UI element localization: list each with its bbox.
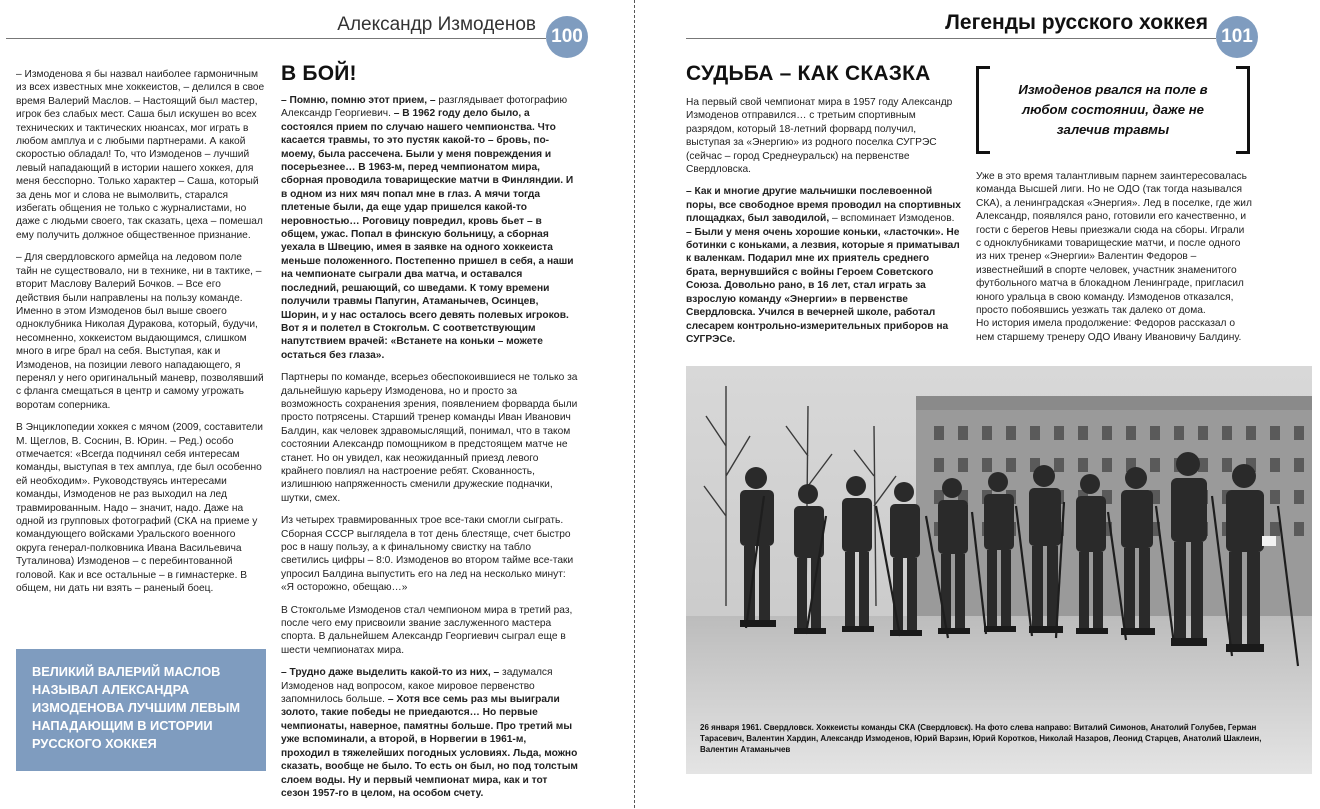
paragraph	[686, 185, 962, 346]
paragraph	[281, 94, 578, 362]
quote-body: – Были у меня очень хорошие коньки, «ласточки». Не ботинки с коньками, а лезвия, которые я приматывал к валенкам. Подарил мне их приятель среднего брата, вернувшийся с войны Героем Советского Союза. Довольно рано, в 16 лет, стал играть за взрослую команду «Энергии» в первенстве Свердловска. Учился в вечерней школе, работал слесарем контрольно-измерительных приборов на СУГРЭСе.	[686, 226, 960, 345]
narration: – вспоминает Измоденов.	[829, 213, 955, 225]
paragraph: – Измоденова я бы назвал наиболее гармоничным из всех известных мне хоккеистов, – делился в свое время Валерий Маслов. – Настоящий был мастер, игрок без слабых мест. Саша был искушен во всех технических и тактических нюансах, мог играть в любом амплуа и с любыми партнерами. А какой скоростью обладал! То, что Измоденов – лучший левый нападающий в истории нашего хоккея, для меня бесспорно. Только характер – Саша, который за день мог и слова не вымолвить, старался избегать общения не только с журналистами, но даже с людьми своего, так сказать, цеха – помешал ему получить должное общественное признание.	[16, 69, 265, 241]
paragraph: В Стокгольме Измоденов стал чемпионом мира в третий раз, после чего ему присвоили звание заслуженного мастера спорта. В дальнейшем Александр Георгиевич сыграл еще в шести чемпионатах мира.	[281, 604, 573, 656]
left-running-head	[6, 10, 546, 39]
bracket-left	[976, 66, 990, 154]
team-photo-image	[686, 366, 1312, 774]
section-title-sudba: СУДЬБА – КАК СКАЗКА	[686, 62, 931, 85]
right-running-head-title: Легенды русского хоккея	[945, 11, 1208, 34]
paragraph: На первый свой чемпионат мира в 1957 году Александр Измоденов отправился… с третьим спортивным разрядом, который 18-летний форвард получил, выступая за «Энергию» из родного поселка СУГРЭС (сейчас – город Среднеуральск) на первенстве Свердловска.	[686, 97, 953, 176]
paragraph: В Энциклопедии хоккея с мячом (2009, составители М. Щеглов, В. Соснин, В. Юрин. – Ред.) особо отмечается: «Всегда подчинял себя интересам команды, выступая в тех амплуа, где был особенно ей необходим». Руководствуясь интересами команды, Измоденов не раз выходил на лед травмированным. Надо – значит, надо. Даже на одной из групповых фотографий (СКА на приеме у командующего войсками Уральского военного округа генерал-полковника Ивана Васильевича Туталинова) Измоденов – с перебинтованной головой. Как и все остальные – в гимнастерке. В общем, ни дать ни взять – раненый боец.	[16, 422, 263, 595]
paragraph	[281, 666, 578, 800]
left-column-1	[16, 68, 266, 604]
left-running-head-title: Александр Измоденов	[337, 14, 536, 35]
narration: задумался Измоденов над вопросом, какое мировое первенство запомнилось больше.	[281, 667, 553, 706]
right-page-number: 101	[1216, 16, 1258, 58]
quote-lead: – Трудно даже выделить какой-то из них, –	[281, 667, 500, 679]
bracket-right	[1236, 66, 1250, 154]
right-column-1	[686, 96, 962, 355]
paragraph: – Для свердловского армейца на ледовом поле тайн не существовало, ни в технике, ни в тактике, – вторит Маслову Валерий Бочков. – Все его действия были направлены на пользу команде. Именно в этом Измоденов был выше своего одноклубника Николая Дуракова, который, будучи, несомненно, хоккеистом выдающимся, слишком много в игре брал на себя. Выступая, как и Измоденов, на позиции левого нападающего, я перенял у него оригинальный маневр, позволявший с фланга смещаться в центр и самому угрожать воротам соперника.	[16, 252, 264, 411]
quote-body: – Хотя все семь раз мы выиграли золото, такие победы не приедаются… Но первые чемпионаты, наверное, памятны больше. Про третий мы уже вспоминали, а второй, в Норвегии в 1961-м, проходил в тяжелейших погодных условиях. Льда, можно сказать, вообще не было. То есть он был, но под толстым слоем воды. Ну и первый чемпионат мира, как и тот сезон 1957-го в целом, на особом счету.	[281, 694, 578, 799]
paragraph: Уже в это время талантливым парнем заинтересовалась команда Высшей лиги. Но не ОДО (так тогда назывался СКА), а ленинградская «Энергия». Лед в поселке, где жил Александр, появлялся рано, готовили его качественно, и гости с берегов Невы приезжали сюда на сборы. Играли с одноклубниками товарищеские матчи, и после одного из них тренер «Энергии» Валентин Федоров – известнейший в спорте человек, участник знаменитого футбольного матча в блокадном Ленинграде, пригласил юного уральца в свою команду. Измоденов отказался, просто побоявшись уезжать так далеко от дома.	[976, 171, 1252, 317]
right-running-head	[686, 10, 1216, 39]
left-column-2	[281, 94, 578, 809]
paragraph: Из четырех травмированных трое все-таки смогли сыграть. Сборная СССР выглядела в тот день блестяще, счет быстро рос в нашу пользу, а к финальному свистку на табло светились цифры – 8:0. Измоденов во втором тайме все-таки упросил Балдина выпустить его на лед на несколько минут: «Я осторожно, обещаю…»	[281, 515, 574, 594]
paragraph: Партнеры по команде, всерьез обеспокоившиеся не только за дальнейшую карьеру Измоденова, но и просто за возможность сохранения зрения, появлением форварда были просто потрясены. Старший тренер команды Иван Иванович Балдин, как человек здравомыслящий, понимал, что в таком состоянии Александр помощником в предстоящем матче не станет. Но он увидел, как неожиданный приезд левого крайнего повлиял на настроение ребят. Скованность, излишнюю напряженность сменили дружеские подначки, шутки, смех.	[281, 372, 578, 504]
paragraph: Но история имела продолжение: Федоров рассказал о нем старшему тренеру ОДО Ивану Ивановичу Балдину.	[976, 318, 1242, 343]
quote-lead: – Помню, помню этот прием, –	[281, 95, 436, 106]
callout-text: ВЕЛИКИЙ ВАЛЕРИЙ МАСЛОВ НАЗЫВАЛ АЛЕКСАНДРА ИЗМОДЕНОВА ЛУЧШИМ ЛЕВЫМ НАПАДАЮЩИМ В ИСТОРИИ РУССКОГО ХОККЕЯ	[32, 664, 241, 751]
callout-box	[16, 649, 266, 771]
right-column-2	[976, 170, 1252, 353]
left-page-number: 100	[546, 16, 588, 58]
narration: разглядывает фотографию Александр Георгиевич.	[281, 95, 568, 120]
quote-body: – Как и многие другие мальчишки послевоенной поры, все свободное время проводил на спортивных площадках, был заводилой,	[686, 186, 961, 225]
section-title-v-boi: В БОЙ!	[281, 62, 357, 85]
photo-caption: 26 января 1961. Свердловск. Хоккеисты команды СКА (Свердловск). На фото слева направо: Виталий Симонов, Анатолий Голубев, Герман Тарасевич, Валентин Хардин, Александр Измоденов, Юрий Варзин, Юрий Коротков, Николай Назаров, Леонид Старцев, Анатолий Шаклеин, Валентин Атаманычев	[700, 723, 1262, 754]
pull-quote	[976, 66, 1250, 154]
quote-body: – В 1962 году дело было, а состоялся прием по случаю нашего чемпионства. Что касается травмы, то это пустяк какой-то – бровь, по-моему, была рассечена. Были у меня повреждения и посерьезнее… В 1963-м, перед чемпионатом мира, сборная проводила товарищеские матчи в Финляндии. И в одном из них мяч попал мне в глаз. А мячи тогда плетеные были, да еще удар пришелся какой-то неровностью… Роговицу повредил, кровь бьет – в общем, ужас. Попал в финскую больницу, а сборная уехала в Швецию, имея в заявке на одного хоккеиста меньше положенного. Постепенно пришел в себя, а наши на чемпионате сыграли два матча, и оставался последний, решающий, со шведами. К тому времени получили травмы Папугин, Атаманычев, Осинцев, Шорин, и у нас осталось всего девять полевых игроков. Вот я и полетел в Стокгольм. С соответствующим напутствием врачей: «Встанете на коньки – можете остаться без глаза».	[281, 108, 574, 361]
team-photo	[686, 366, 1312, 774]
pull-quote-text: Измоденов рвался на поле в любом состоянии, даже не залечив травмы	[1018, 82, 1208, 137]
page-gutter	[634, 0, 635, 808]
